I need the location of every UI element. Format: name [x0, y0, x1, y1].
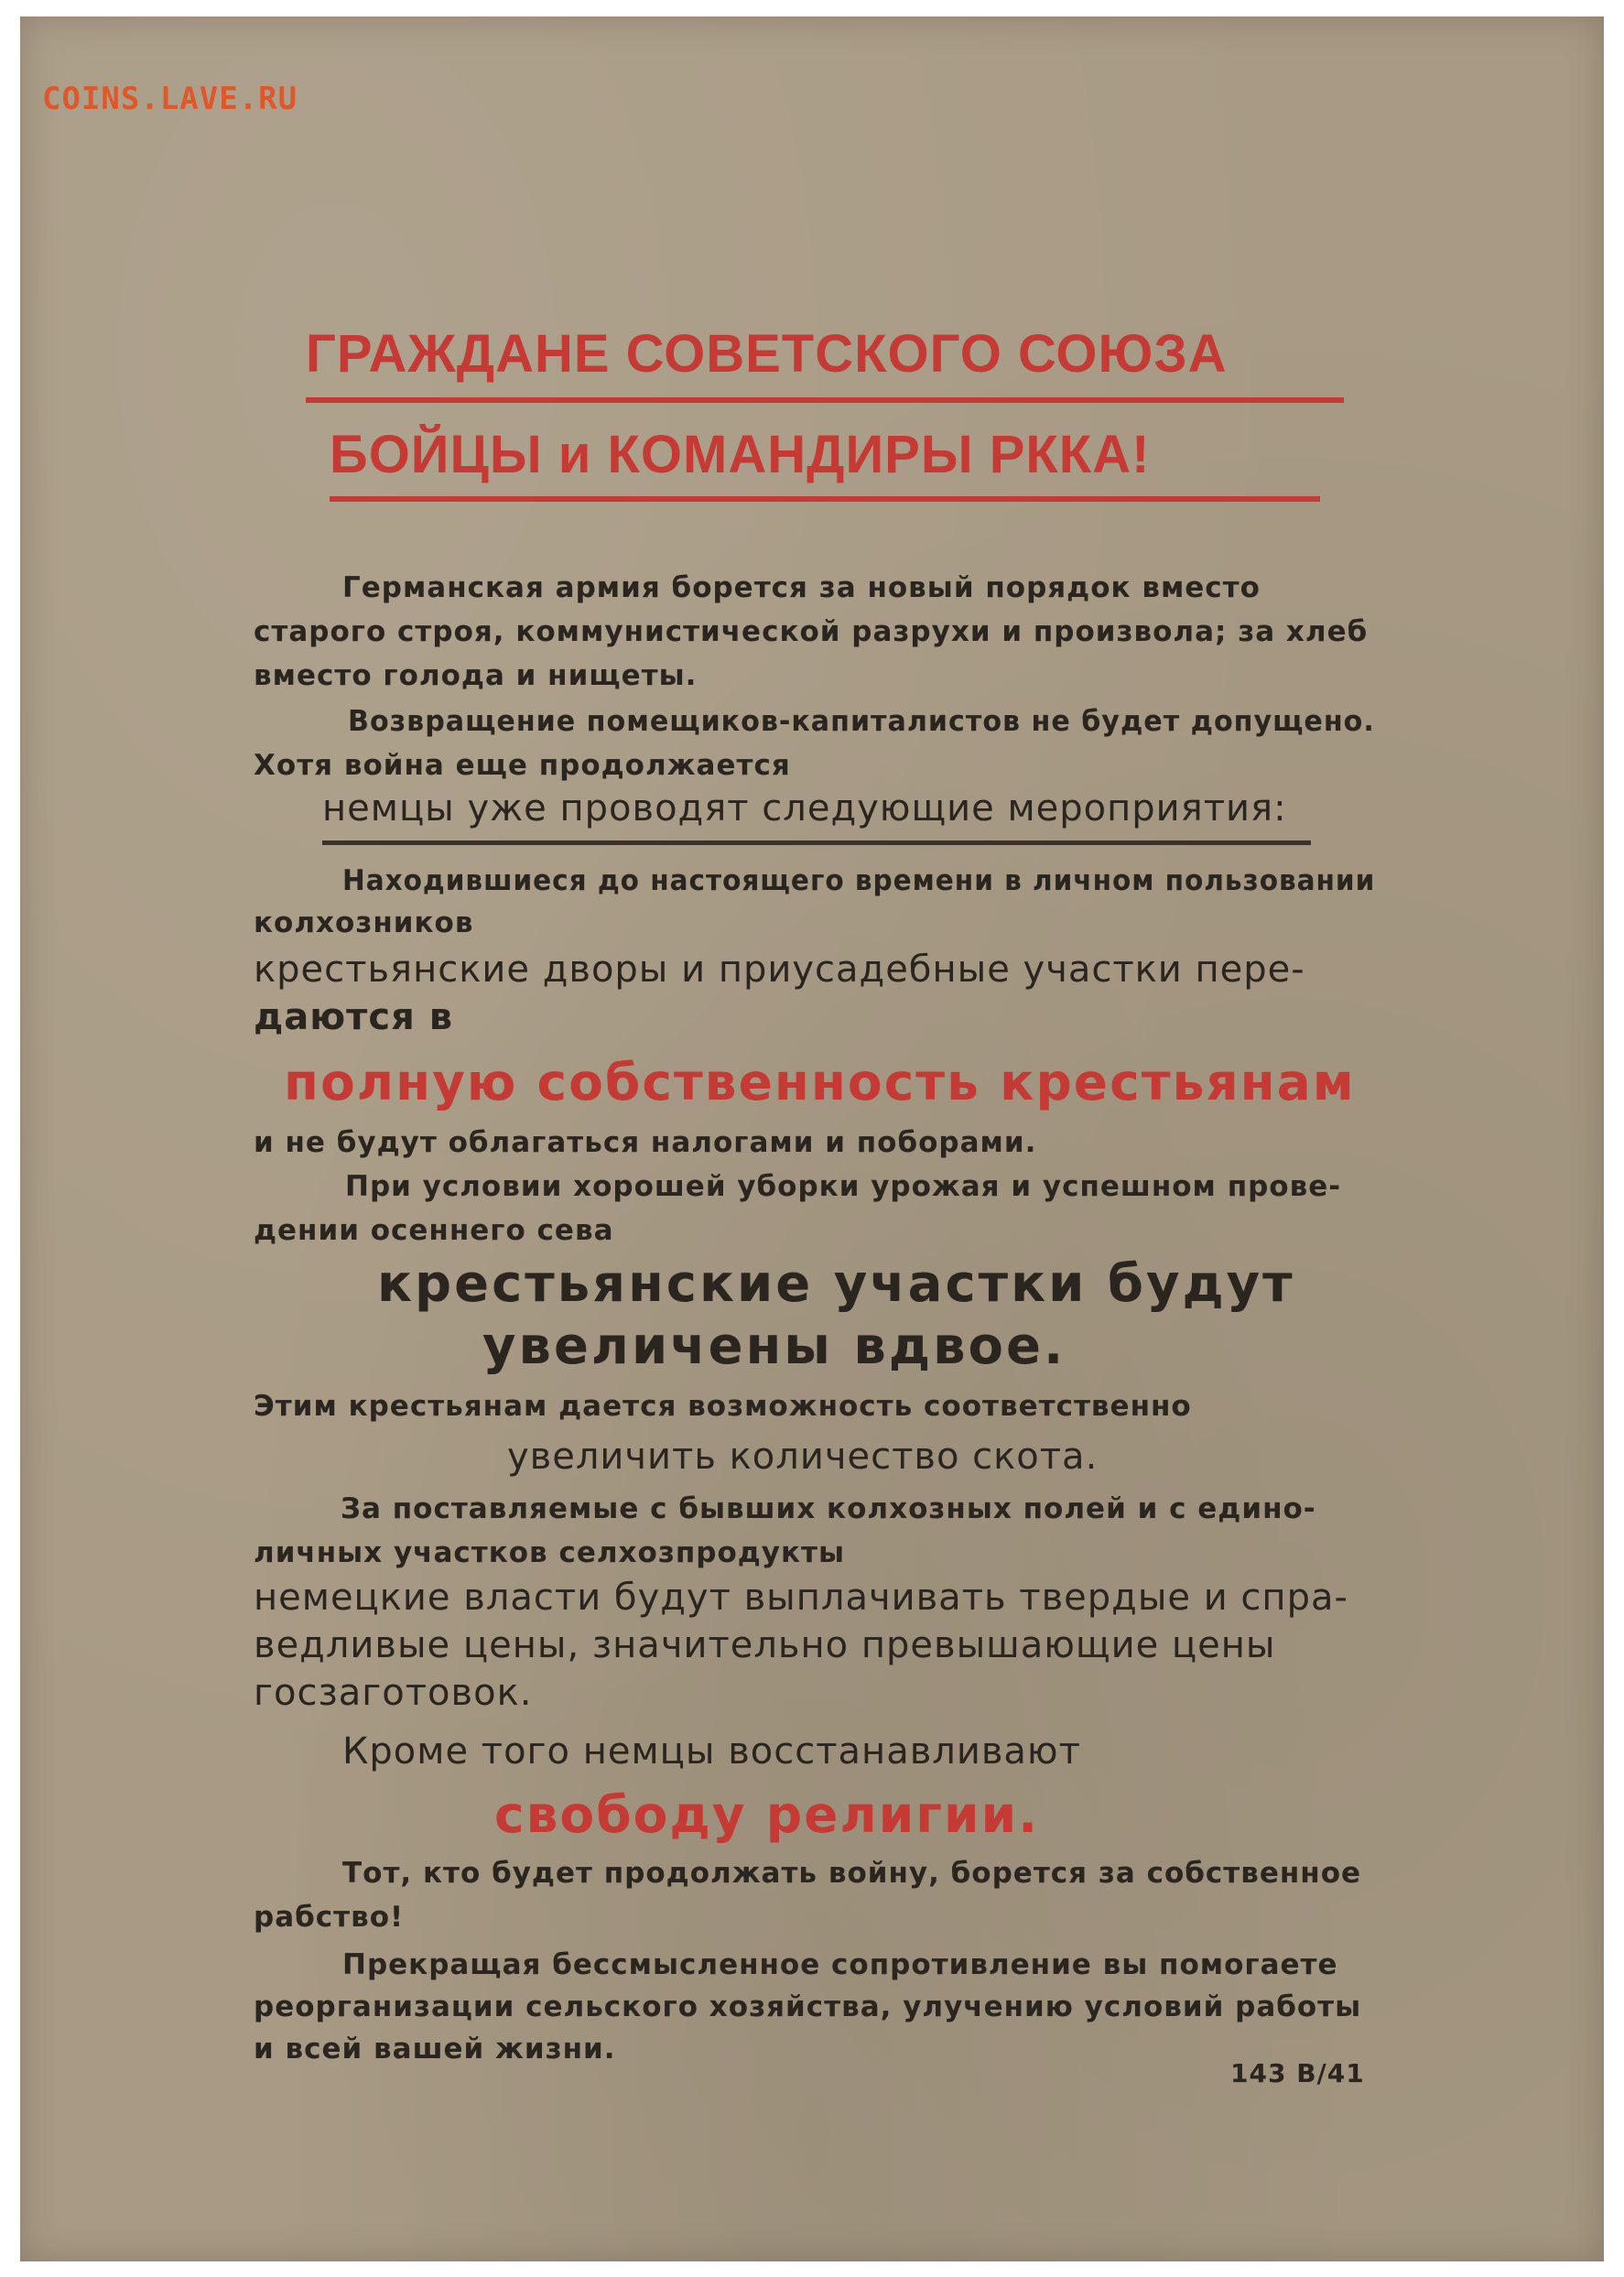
print-code: 143 В/41 — [1230, 2058, 1365, 2088]
p8-line-1: Тот, кто будет продолжать войну, борется за собственное — [342, 1857, 1362, 1890]
p6-line-1: За поставляемые с бывших колхозных полей и с едино- — [341, 1492, 1316, 1525]
p9-line-3: и всей вашей жизни. — [254, 2033, 616, 2066]
p6-line-4: ведливые цены, значительно превышающие цены — [254, 1624, 1276, 1666]
p9-line-2: реорганизации сельского хозяйства, улучению условий работы — [254, 1990, 1362, 2023]
p6-line-3: немецкие власти будут выплачивать твердые и спра- — [254, 1577, 1348, 1619]
title-underline-2 — [330, 496, 1320, 502]
p6-line-5: госзаготовок. — [254, 1672, 533, 1714]
title-line-2: БОЙЦЫ и КОМАНДИРЫ РККА! — [330, 425, 1151, 484]
p4-line-1: При условии хорошей уборки урожая и успешном прове- — [345, 1170, 1342, 1203]
leaflet-sheet — [20, 16, 1604, 2261]
p7-line-2-highlight: свободу религии. — [494, 1785, 1039, 1844]
p3-line-1: Находившиеся до настоящего времени в личном пользовании — [342, 864, 1376, 897]
title-underline-1 — [306, 397, 1344, 403]
p1-line-1: Германская армия борется за новый порядок вместо — [342, 571, 1261, 604]
subheading-underline — [322, 840, 1311, 845]
p4-line-4: увеличены вдвое. — [482, 1317, 1066, 1376]
p3-line-4: даются в — [254, 996, 453, 1038]
p3-line-2: колхозников — [254, 906, 474, 939]
p8-line-2: рабство! — [254, 1901, 405, 1934]
p3-line-6: и не будут облагаться налогами и поборами. — [254, 1126, 1037, 1159]
p4-line-3: крестьянские участки будут — [377, 1254, 1295, 1314]
p2-line-2: Хотя война еще продолжается — [254, 749, 791, 782]
p7-line-1: Кроме того немцы восстанавливают — [342, 1730, 1081, 1773]
p1-line-2: старого строя, коммунистической разрухи и произвола; за хлеб — [254, 615, 1369, 648]
p5-line-1: Этим крестьянам дается возможность соответственно — [254, 1390, 1192, 1423]
title-line-1: ГРАЖДАНЕ СОВЕТСКОГО СОЮЗА — [306, 324, 1228, 384]
p5-line-2: увеличить количество скота. — [507, 1436, 1099, 1478]
p3-line-3: крестьянские дворы и приусадебные участки пере- — [254, 949, 1305, 991]
p2-line-3: немцы уже проводят следующие мероприятия: — [322, 787, 1287, 829]
p2-line-1: Возвращение помещиков-капиталистов не будет допущено. — [348, 705, 1375, 738]
watermark: COINS.LAVE.RU — [42, 81, 298, 117]
p4-line-2: дении осеннего сева — [254, 1214, 614, 1247]
p9-line-1: Прекращая бессмысленное сопротивление вы помогаете — [342, 1948, 1338, 1981]
p3-line-5-highlight: полную собственность крестьянам — [284, 1053, 1356, 1111]
p6-line-2: личных участков селхозпродукты — [254, 1536, 846, 1569]
p1-line-3: вместо голода и нищеты. — [254, 659, 698, 692]
